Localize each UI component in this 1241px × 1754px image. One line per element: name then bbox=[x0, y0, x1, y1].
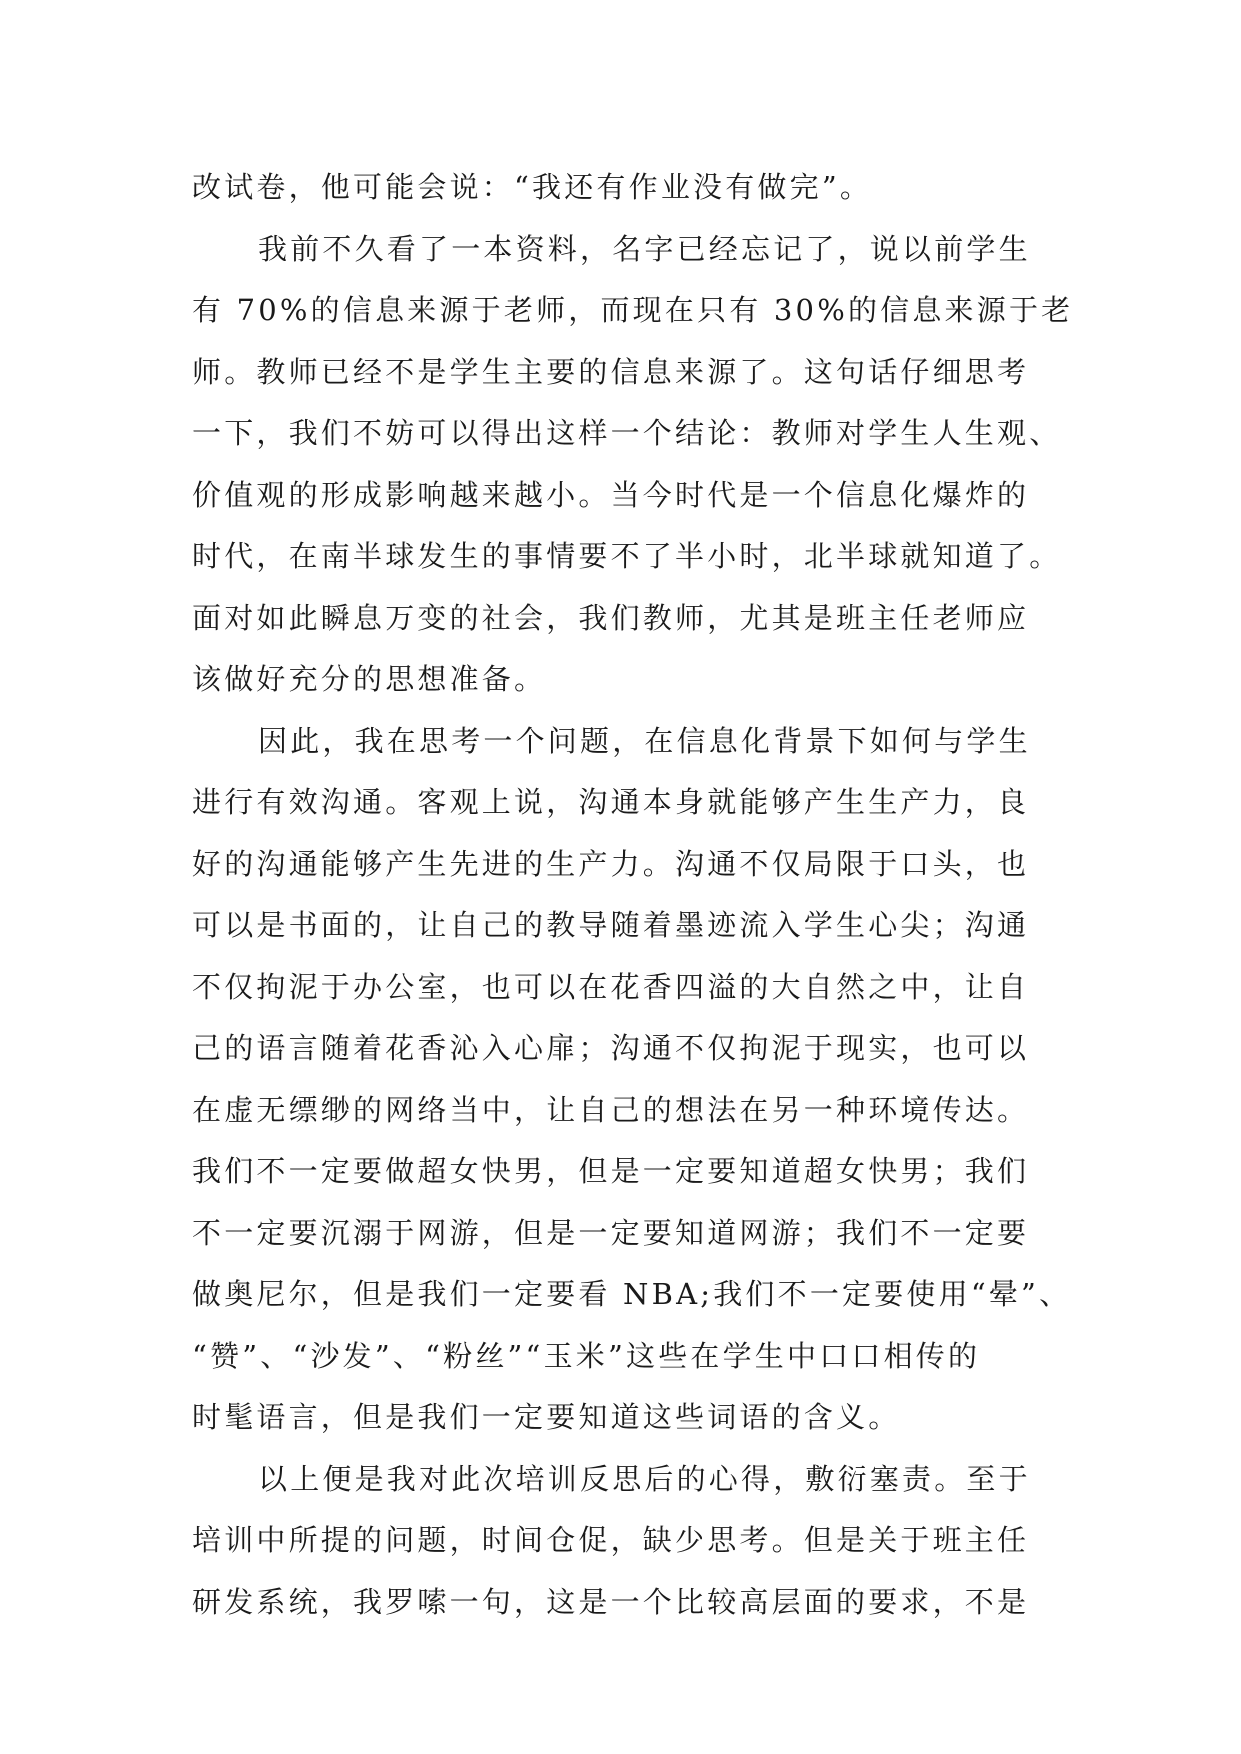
text-line: 研发系统，我罗嗦一句，这是一个比较高层面的要求，不是 bbox=[192, 1584, 1030, 1619]
text-line: 在虚无缥缈的网络当中，让自己的想法在另一种环境传达。 bbox=[192, 1092, 1030, 1127]
text-line: 时髦语言，但是我们一定要知道这些词语的含义。 bbox=[192, 1400, 901, 1434]
text-line: 价值观的形成影响越来越小。当今时代是一个信息化爆炸的 bbox=[192, 477, 1030, 512]
text-line: 好的沟通能够产生先进的生产力。沟通不仅局限于口头，也 bbox=[192, 846, 1030, 881]
text-line: 己的语言随着花香沁入心扉；沟通不仅拘泥于现实，也可以 bbox=[192, 1031, 1030, 1065]
text-line: 可以是书面的，让自己的教导随着墨迹流入学生心尖；沟通 bbox=[192, 908, 1030, 942]
text-line: 培训中所提的问题，时间仓促，缺少思考。但是关于班主任 bbox=[192, 1523, 1030, 1557]
paragraph-first-line: 因此，我在思考一个问题，在信息化背景下如何与学生 bbox=[258, 723, 1031, 758]
text-line: 不一定要沉溺于网游，但是一定要知道网游；我们不一定要 bbox=[192, 1215, 1030, 1250]
text-line: 进行有效沟通。客观上说，沟通本身就能够产生生产力，良 bbox=[192, 785, 1030, 819]
text-line: 时代，在南半球发生的事情要不了半小时，北半球就知道了。 bbox=[192, 539, 1062, 573]
text-line: 师。教师已经不是学生主要的信息来源了。这句话仔细思考 bbox=[192, 354, 1030, 389]
paragraph-first-line: 以上便是我对此次培训反思后的心得，敷衍塞责。至于 bbox=[258, 1461, 1031, 1496]
text-line: 有 70%的信息来源于老师，而现在只有 30%的信息来源于老 bbox=[192, 293, 1074, 327]
text-line: 做奥尼尔，但是我们一定要看 NBA;我们不一定要使用“晕”、 bbox=[192, 1277, 1072, 1311]
text-line: 不仅拘泥于办公室，也可以在花香四溢的大自然之中，让自 bbox=[192, 969, 1030, 1004]
text-line: “赞”、“沙发”、“粉丝”“玉米”这些在学生中口口相传的 bbox=[192, 1338, 981, 1373]
document-body bbox=[192, 157, 1074, 1633]
text-line: 一下，我们不妨可以得出这样一个结论：教师对学生人生观、 bbox=[192, 416, 1062, 450]
text-line: 面对如此瞬息万变的社会，我们教师，尤其是班主任老师应 bbox=[192, 600, 1030, 635]
text-line: 该做好充分的思想准备。 bbox=[192, 662, 547, 696]
text-line: 改试卷，他可能会说：“我还有作业没有做完”。 bbox=[192, 170, 873, 204]
paragraph-first-line: 我前不久看了一本资料，名字已经忘记了，说以前学生 bbox=[258, 231, 1031, 266]
text-line: 我们不一定要做超女快男，但是一定要知道超女快男；我们 bbox=[192, 1154, 1030, 1188]
